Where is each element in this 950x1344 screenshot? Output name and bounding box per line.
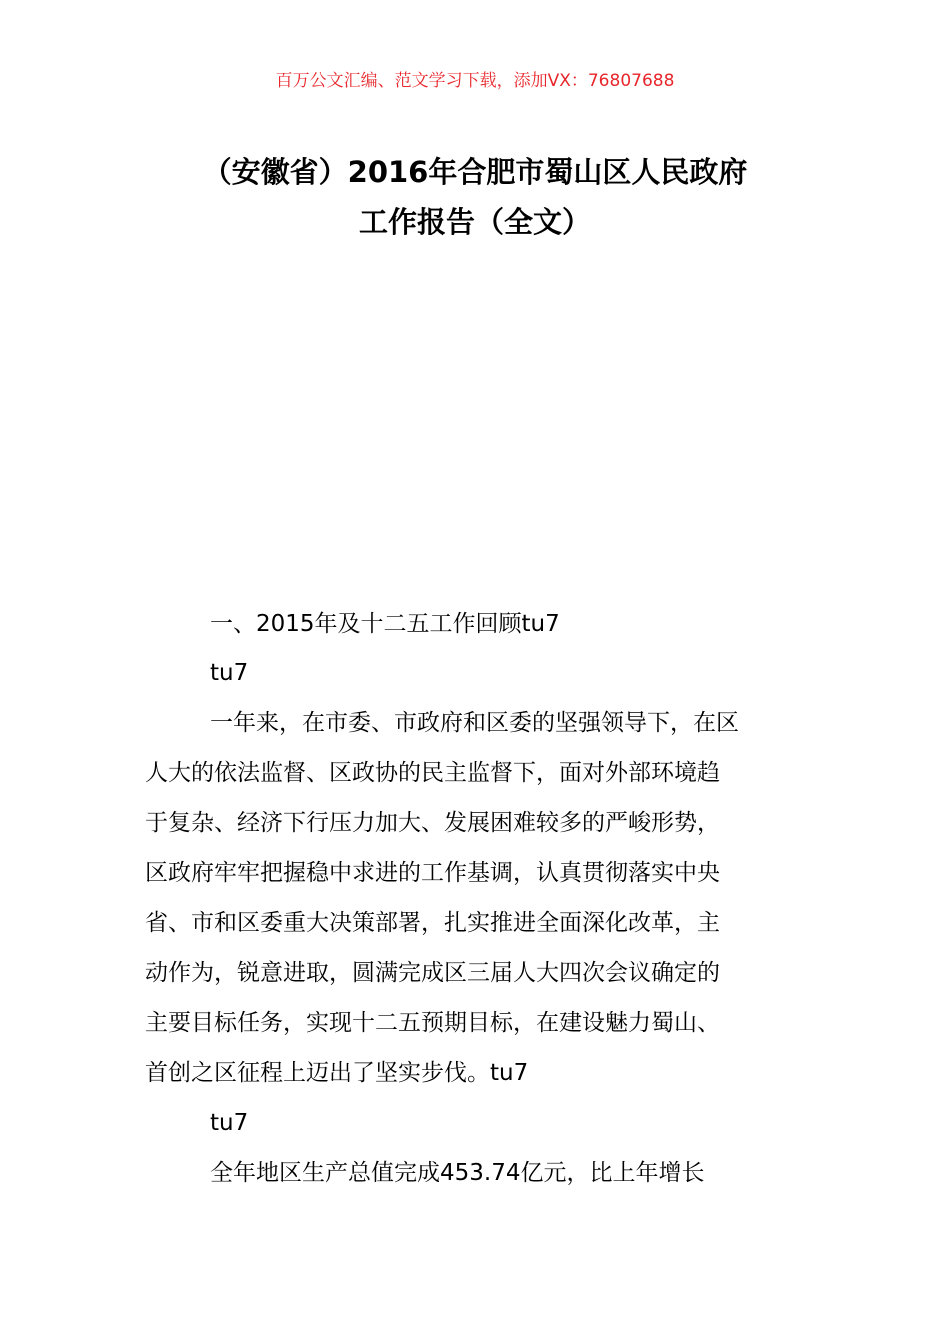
paragraph-line: 首创之区征程上迈出了坚实步伐。tu7 [145,1060,529,1086]
paragraph-line: 全年地区生产总值完成453.74亿元，比上年增长 [210,1160,705,1186]
paragraph-line: 动作为，锐意进取，圆满完成区三届人大四次会议确定的 [145,960,720,986]
paragraph-marker: tu7 [210,1110,249,1136]
header-ad-note: 百万公文汇编、范文学习下载，添加VX：76807688 [275,71,675,91]
paragraph-line: 主要目标任务，实现十二五预期目标，在建设魅力蜀山、 [145,1010,720,1036]
paragraph-line: 于复杂、经济下行压力加大、发展困难较多的严峻形势， [145,810,720,836]
document-title-line-2: 工作报告（全文） [358,205,591,239]
section-heading: 一、2015年及十二五工作回顾tu7 [210,611,560,637]
paragraph-line: 省、市和区委重大决策部署，扎实推进全面深化改革，主 [145,910,720,936]
document-title-line-1: （安徽省）2016年合肥市蜀山区人民政府 [202,155,748,189]
paragraph-marker: tu7 [210,660,249,686]
paragraph-line: 一年来，在市委、市政府和区委的坚强领导下，在区 [210,710,739,736]
paragraph-line: 人大的依法监督、区政协的民主监督下，面对外部环境趋 [145,760,720,786]
paragraph-line: 区政府牢牢把握稳中求进的工作基调，认真贯彻落实中央 [145,860,720,886]
